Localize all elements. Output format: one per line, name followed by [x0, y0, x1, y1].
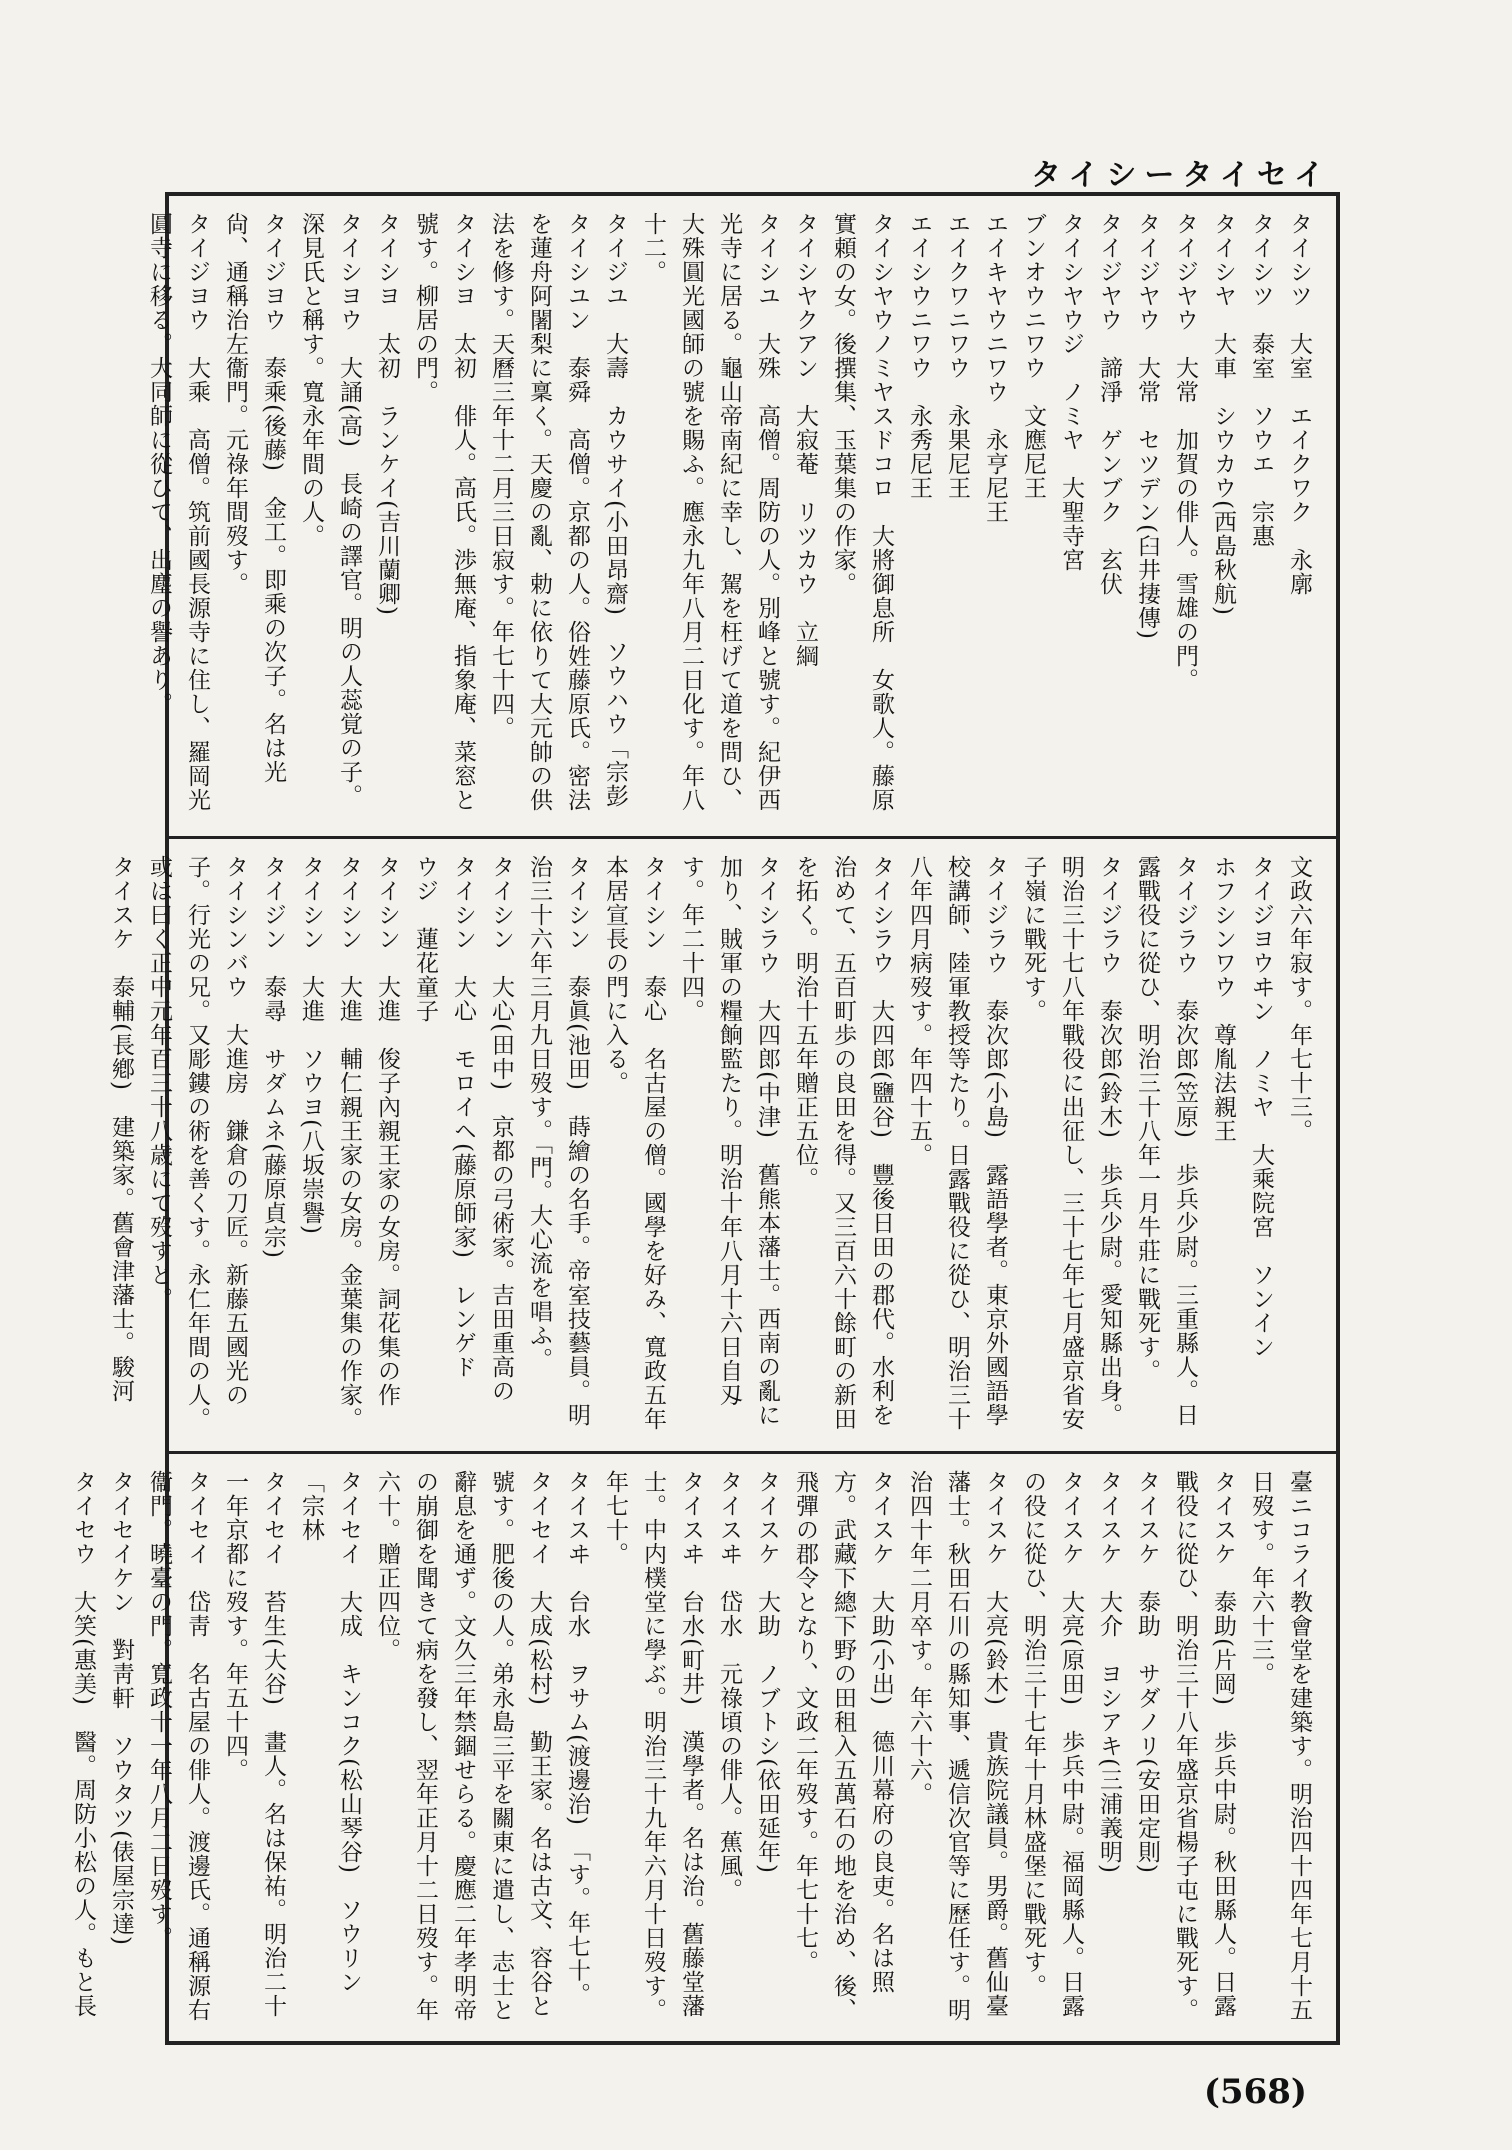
entry: タイシヨ 太初 俳人。高氏。渉無庵、指象庵、菜窓と號す。柳居の門。 [412, 212, 476, 812]
entry: タイスケ 泰助 サダノリ(安田定則) [1134, 1470, 1160, 1874]
entry: タイスケ 大助 ノブトシ(依田延年) [754, 1470, 780, 1874]
entry: ホフシンワウ 尊胤法親王 [1210, 855, 1236, 1143]
entry: エイクワニワウ 永果尼王 [944, 212, 970, 500]
entry: エイシウニワウ 永秀尼王 [906, 212, 932, 500]
entry: タイスヰ 台水 ヲサム(渡邊治) 「す。年七十。 [564, 1470, 590, 2007]
entry: タイスケ 泰輔(長鄕) 建築家。舊會津藩士。駿河 [108, 855, 134, 1403]
entry: タイシン 大進 輔仁親王家の女房。金葉集の作家。 [336, 855, 362, 1431]
entry: タイジヤウ 諦淨 ゲンブク 玄伏 [1096, 212, 1122, 596]
top-band [146, 196, 1336, 836]
bottom-band [70, 1451, 1336, 2041]
dictionary-frame [70, 192, 1340, 2045]
entry: エイキヤウニワウ 永亨尼王 [982, 212, 1008, 524]
entry: タイジラウ 泰次郎(鈴木) 歩兵少尉。愛知縣出身。明治三十七八年戰役に出征し、三十七年七月盛京省安子嶺に戰死す。 [1020, 855, 1122, 1431]
entry: タイシン 泰眞(池田) 蒔繪の名手。帝室技藝員。明治三十六年三月九日歿す。「門。大心流を唱ふ。 [526, 855, 590, 1427]
entry: 文政六年寂す。年七十三。 [1286, 855, 1312, 1143]
entry: タイシヤ 大車 シウカウ(西島秋航) [1210, 212, 1236, 616]
entry: タイスケ 大介 ヨシアキ(三浦義明) [1096, 1470, 1122, 1874]
entry: タイセイ 大成(松村) 勤王家。名は古文、容谷と號す。肥後の人。弟永島三平を關東に遣し、志士と辭息を通ず。文久三年禁錮せらる。慶應二年孝明帝の崩御を聞きて病を發し、翌年正月十二日歿す。年六十。贈正四位。 [374, 1470, 552, 2022]
entry: タイシン 大進 俊子內親王家の女房。詞花集の作 [374, 855, 400, 1407]
entry: タイスケ 大亮(原田) 歩兵中尉。福岡縣人。日露の役に從ひ、明治三十七年十月林盛堡に戰死す。 [1020, 1470, 1084, 2018]
entry: タイシン 泰心 名古屋の僧。國學を好み、寬政五年本居宣長の門に入る。 [602, 855, 666, 1431]
entry: タイジユ 大壽 カウサイ(小田昂齋) ソウハウ「宗彭 [602, 212, 628, 808]
entry: タイジヨウ 大乘 高僧。筑前國長源寺に住し、羅岡光圓寺に移る。大同師に從ひて、出塵の譽あり。 [146, 212, 210, 812]
entry: タイセウ 大笑(惠美) 醫。周防小松の人。もと長 [70, 1470, 96, 2018]
entry: タイスケ 大亮(鈴木) 貴族院議員。男爵。舊仙臺藩士。秋田石川の縣知事、遞信次官等に歷任す。明治四十年二月卒す。年六十六。 [906, 1470, 1008, 2022]
entry: タイシヤウノミヤスドコロ 大將御息所 女歌人。藤原實頼の女。後撰集、玉葉集の作家。 [830, 212, 894, 812]
entry: タイシン 大進 ソウヨ(八坂崇譽) [298, 855, 324, 1235]
entry: タイシヨ 太初 ランケイ(吉川蘭卿) [374, 212, 400, 616]
entry: ウジ 蓮花童子 [412, 855, 438, 1023]
entry: タイジラウ 泰次郎(笠原) 歩兵少尉。三重縣人。日露戰役に從ひ、明治三十八年一月牛莊に戰死す。 [1134, 855, 1198, 1427]
entry: タイシンバウ 大進房 鎌倉の刀匠。新藤五國光の子。行光の兄。又彫鏤の術を善くす。永仁年間の人。或は曰く正中元年百三十八歳にて歿すと。 [146, 855, 248, 1431]
entry: タイシツ 泰室 ソウエ 宗惠 [1248, 212, 1274, 548]
entry: タイジン 泰尋 サダムネ(藤原貞宗) [260, 855, 286, 1259]
entry: タイスヰ 台水(町井) 漢學者。名は治。舊藤堂藩士。中内樸堂に學ぶ。明治三十九年六月十日歿す。年七十。 [602, 1470, 704, 2022]
entry: タイジラウ 泰次郎(小島) 露語學者。東京外國語學校講師、陸軍教授等たり。日露戰役に從ひ、明治三十八年四月病歿す。年四十五。 [906, 855, 1008, 1431]
entry: タイシヤウジ ノミヤ 大聖寺宮 [1058, 212, 1084, 572]
entry: ブンオウニワウ 文應尼王 [1020, 212, 1046, 500]
entry: タイシラウ 大四郎(中津) 舊熊本藩士。西南の亂に加り、賊軍の糧餉監たり。明治十年八月十六日自刄す。年二十四。 [678, 855, 780, 1427]
entry: タイシン 大心(田中) 京都の弓術家。吉田重高の [488, 855, 514, 1403]
entry: タイシン 大心 モロイヘ(藤原師家) レンゲド [450, 855, 476, 1379]
entry: タイシユ 大殊 高僧。周防の人。別峰と號す。紀伊西光寺に居る。龜山帝南紀に幸し、駕を枉げて道を問ひ、大殊圓光國師の號を賜ふ。應永九年八月二日化す。年八十二。 [640, 212, 780, 812]
entry: タイシヨウ 大誦(高) 長崎の譯官。明の人蕊覚の子。深見氏と稱す。寬永年間の人。 [298, 212, 362, 808]
entry: タイセイケン 對靑軒 ソウタツ(俵屋宗達) [108, 1470, 134, 1946]
entry: タイセイ 大成 キンコク(松山琴谷) ソウリン「宗林 [298, 1470, 362, 1994]
middle-band [108, 836, 1336, 1451]
entry: タイセイ 岱靑 名古屋の俳人。渡邊氏。通稱源右衞門。曉臺の門。寬政十一年八月二日歿す。 [146, 1470, 210, 2022]
running-head: タイシータイセイ [1031, 158, 1332, 193]
entry: タイスヰ 岱水 元祿頃の俳人。蕉風。 [716, 1470, 742, 1902]
entry: 臺ニコライ教會堂を建築す。明治四十四年七月十五日歿す。年六十三。 [1248, 1470, 1312, 2022]
entry: タイジヤウ 大常 加賀の俳人。雪雄の門。 [1172, 212, 1198, 692]
entry: タイジヨウ 泰乘(後藤) 金工。即乘の次子。名は光尙、通稱治左衞門。元祿年間歿す。 [222, 212, 286, 784]
entry: タイジヨウヰン ノミヤ 大乘院宮 ソンイン [1248, 855, 1274, 1359]
entry: タイスケ 泰助(片岡) 歩兵中尉。秋田縣人。日露戰役に從ひ、明治三十八年盛京省楊子屯に戰死す。 [1172, 1470, 1236, 2022]
entry: タイスケ 大助(小出) 德川幕府の良吏。名は照方。武藏下總下野の田租入五萬石の地を治め、後、飛彈の郡令となり、文政二年歿す。年七十七。 [792, 1470, 894, 2022]
entry: タイジヤウ 大常 セツデン(臼井捿傳) [1134, 212, 1160, 640]
entry: タイシヤクアン 大寂菴 リツカウ 立綱 [792, 212, 818, 668]
entry: タイシユン 泰舜 高僧。京都の人。俗姓藤原氏。密法を蓮舟阿闍梨に稟く。天慶の亂、勅に依りて大元帥の供法を修す。天曆三年十二月三日寂す。年七十四。 [488, 212, 590, 812]
entry: タイシラウ 大四郎(鹽谷) 豐後日田の郡代。水利を治めて、五百町歩の良田を得。又三百六十餘町の新田を拓く。明治十五年贈正五位。 [792, 855, 894, 1431]
entry: タイシツ 大室 エイクワク 永廓 [1286, 212, 1312, 596]
entry: タイセイ 苔生(大谷) 畫人。名は保祐。明治二十一年京都に歿す。年五十四。 [222, 1470, 286, 2018]
page-number: (568) [1203, 2072, 1307, 2112]
